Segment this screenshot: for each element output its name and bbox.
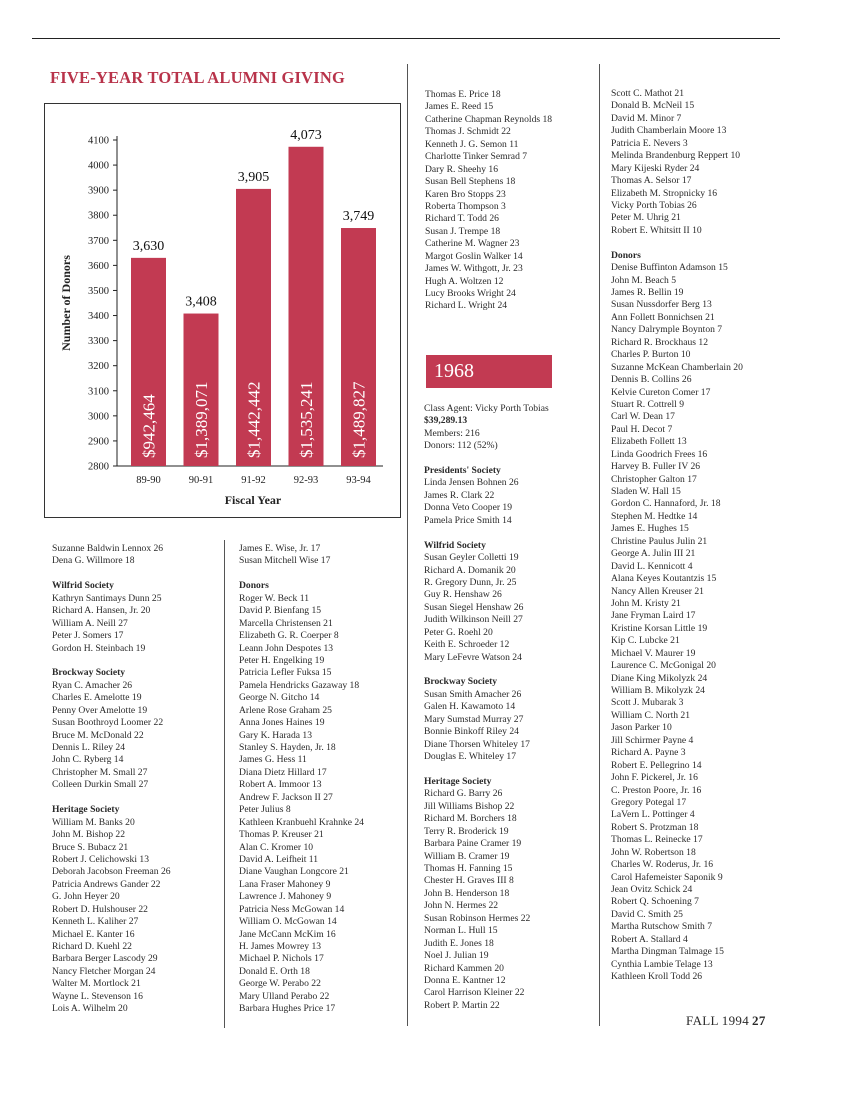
donor-name: Mary Sumstad Murray 27 [424, 713, 524, 725]
donor-name: Thomas E. Price 18 [425, 89, 501, 100]
society-heading: Heritage Society [424, 775, 492, 787]
donor-name: Elizabeth Follett 13 [611, 436, 687, 448]
donor-name: Arlene Rose Graham 25 [239, 704, 332, 716]
y-tick-label: 3800 [88, 210, 109, 222]
donor-name: Peter G. Roehl 20 [424, 626, 493, 638]
donor-name: Karen Bro Stopps 23 [425, 188, 506, 200]
donor-name: Richard M. Borchers 18 [424, 813, 517, 825]
donor-name: Robert S. Protzman 18 [611, 821, 699, 833]
donor-name: John N. Hermes 22 [424, 900, 499, 912]
bar-value-label: 3,630 [132, 238, 165, 254]
donor-name: Douglas E. Whiteley 17 [424, 751, 517, 763]
donor-name: John B. Henderson 18 [424, 887, 510, 899]
donor-name: Colleen Durkin Small 27 [52, 779, 149, 791]
donor-name: Richard Kammen 20 [424, 962, 504, 974]
donor-name: Keith E. Schroeder 12 [424, 639, 510, 651]
donor-name: James E. Hughes 15 [611, 523, 689, 535]
donor-name: Martha Rutschow Smith 7 [611, 921, 712, 933]
donor-name: Robert A. Stallard 4 [611, 933, 688, 945]
donor-name: Dary R. Sheehy 16 [425, 163, 499, 175]
donor-name: Elizabeth M. Stropnicky 16 [611, 187, 718, 199]
donor-name: Richard A. Domanik 20 [424, 564, 516, 576]
donor-name: John M. Kristy 21 [611, 597, 681, 609]
donor-name: Bonnie Binkoff Riley 24 [424, 726, 519, 738]
donor-name: William M. Banks 20 [52, 816, 135, 828]
donor-name: Gordon C. Hannaford, Jr. 18 [611, 498, 721, 510]
bar-value-label: 3,408 [185, 294, 217, 310]
y-tick-label: 3000 [88, 411, 109, 423]
bar-amount-label: $1,535,241 [297, 381, 316, 458]
donor-name: Jane Fryman Laird 17 [611, 610, 696, 622]
donor-name: Martha Dingman Talmage 15 [611, 946, 724, 958]
donor-name: Robert Q. Schoening 7 [611, 896, 699, 908]
donor-name: Anna Jones Haines 19 [239, 717, 325, 729]
donor-name: Deborah Jacobson Freeman 26 [52, 866, 171, 878]
bar-amount-label: $942,464 [139, 394, 159, 458]
donor-section [52, 792, 171, 1016]
donor-name: Stuart R. Cottrell 9 [611, 398, 685, 410]
donor-name: Richard T. Todd 26 [425, 213, 499, 225]
donor-name: Kelvie Cureton Comer 17 [611, 386, 711, 398]
donor-name: Richard D. Kuehl 22 [52, 941, 132, 952]
y-tick-label: 3400 [88, 311, 109, 323]
donor-name: David L. Kennicott 4 [611, 560, 693, 572]
donor-name: H. James Mowrey 13 [239, 941, 322, 952]
society-heading: Brockway Society [52, 667, 126, 679]
y-tick-label: 2800 [88, 461, 109, 473]
donor-name: Diana Dietz Hillard 17 [239, 766, 327, 778]
donor-column-2 [239, 543, 364, 1016]
donor-name: Jason Parker 10 [611, 722, 672, 734]
donor-name: Robert D. Hulshouser 22 [52, 903, 148, 915]
donor-name: Andrew F. Jackson II 27 [239, 791, 333, 803]
donor-name: William C. North 21 [611, 709, 691, 721]
donor-name: Charles P. Burton 10 [611, 349, 691, 361]
donor-name: Kathleen Kroll Todd 26 [611, 971, 703, 983]
top-rule [32, 38, 780, 39]
society-heading: Brockway Society [424, 676, 498, 688]
donor-name: Walter M. Mortlock 21 [52, 978, 141, 990]
donor-name: Donna E. Kantner 12 [424, 974, 506, 986]
y-tick-label: 3300 [88, 336, 109, 348]
donor-name: Robert E. Pellegrino 14 [611, 759, 702, 771]
donor-name: Susan Robinson Hermes 22 [424, 912, 531, 924]
donor-name: Hugh A. Woltzen 12 [425, 275, 504, 287]
donor-name: Scott J. Mubarak 3 [611, 697, 684, 709]
donor-name: Donna Veto Cooper 19 [424, 502, 513, 514]
donor-name: Mary Kijeski Ryder 24 [611, 162, 700, 174]
donor-name: Thomas A. Selsor 17 [611, 175, 692, 187]
donor-name: Susan Boothroyd Loomer 22 [52, 717, 164, 729]
donor-name: David A. Leifheit 11 [239, 853, 319, 865]
donor-name: Ryan C. Amacher 26 [52, 679, 133, 691]
donor-name: Peter J. Somers 17 [52, 630, 124, 642]
donor-name: Michael V. Maurer 19 [611, 647, 696, 659]
donor-name: Christopher Galton 17 [611, 473, 697, 485]
bar-value-label: 4,073 [290, 127, 322, 143]
donor-name: John M. Beach 5 [611, 274, 677, 286]
donor-name: Catherine M. Wagner 23 [425, 238, 520, 250]
donor-name: David P. Bienfang 15 [239, 605, 322, 617]
donor-name: Donald E. Orth 18 [239, 965, 310, 977]
donor-section [239, 568, 364, 1016]
x-tick-label: 90-91 [188, 475, 214, 486]
donor-name: Jean Ovitz Schick 24 [611, 884, 693, 895]
society-heading: Wilfrid Society [52, 580, 114, 592]
donor-name: Susan Geyler Colletti 19 [424, 552, 519, 564]
donor-name: Michael E. Kanter 16 [52, 928, 135, 940]
donor-name: Dena G. Willmore 18 [52, 555, 135, 567]
bar-chart [45, 104, 400, 517]
donor-name: George N. Gitcho 14 [239, 692, 320, 704]
donor-name: Carol Hafemeister Saponik 9 [611, 871, 723, 883]
x-tick-label: 89-90 [136, 475, 161, 486]
donor-name: James E. Reed 15 [425, 101, 494, 113]
donor-name: Suzanne McKean Chamberlain 20 [611, 361, 743, 373]
donor-section [611, 88, 743, 237]
chart-title: FIVE-YEAR TOTAL ALUMNI GIVING [50, 68, 346, 87]
donor-name: Susan Siegel Henshaw 26 [424, 601, 524, 613]
donor-name: Charles E. Amelotte 19 [52, 692, 142, 704]
column-divider [599, 64, 600, 1026]
society-heading: Presidents' Society [424, 465, 501, 476]
donor-name: Pamela Price Smith 14 [424, 514, 512, 526]
donor-name: John C. Ryberg 14 [52, 754, 124, 766]
donor-name: Patricia Lefler Fuksa 15 [239, 667, 332, 679]
donor-name: Laurence C. McGonigal 20 [611, 660, 716, 672]
donor-name: Alana Keyes Koutantzis 15 [611, 573, 717, 585]
column-divider [407, 64, 408, 1026]
donor-name: Elizabeth G. R. Coerper 8 [239, 630, 339, 642]
donor-name: Robert E. Whitsitt II 10 [611, 224, 702, 236]
y-tick-label: 3700 [88, 235, 109, 247]
x-tick-label: 91-92 [241, 475, 266, 486]
donor-name: Cynthia Lambie Telage 13 [611, 958, 713, 970]
donor-name: Wayne L. Stevenson 16 [52, 990, 143, 1002]
donor-section [52, 655, 171, 792]
donor-name: Margot Goslin Walker 14 [425, 250, 523, 262]
bar-value-label: 3,905 [237, 169, 270, 185]
chart-frame [44, 103, 401, 518]
donor-name: Terry R. Broderick 19 [424, 825, 509, 837]
donor-name: Stephen M. Hedtke 14 [611, 510, 698, 522]
donor-name: Gary K. Harada 13 [239, 729, 312, 741]
donor-name: Jane McCann McKim 16 [239, 928, 336, 940]
donor-name: Susan Bell Stephens 18 [425, 176, 516, 188]
donor-name: Diane Thorsen Whiteley 17 [424, 738, 530, 750]
donor-name: Richard A. Payne 3 [611, 747, 686, 759]
donor-name: John F. Pickerel, Jr. 16 [611, 772, 698, 784]
donor-name: James W. Withgott, Jr. 23 [425, 263, 523, 275]
donor-name: Jill Williams Bishop 22 [424, 800, 515, 812]
donor-name: David M. Minor 7 [611, 112, 682, 124]
donor-name: Kip C. Lubcke 21 [611, 635, 680, 647]
donor-name: Patricia E. Nevers 3 [611, 137, 688, 149]
donor-name: Galen H. Kawamoto 14 [424, 701, 516, 713]
donor-name: Judith Chamberlain Moore 13 [611, 125, 727, 137]
donor-name: Norman L. Hull 15 [424, 925, 498, 937]
donor-name: William O. McGowan 14 [239, 916, 337, 928]
donor-name: C. Preston Poore, Jr. 16 [611, 784, 702, 796]
donor-name: Catherine Chapman Reynolds 18 [425, 113, 553, 125]
y-axis-title: Number of Donors [59, 255, 73, 351]
donor-name: Nancy Allen Kreuser 21 [611, 585, 704, 597]
donor-name: Susan J. Trempe 18 [425, 225, 501, 237]
page-footer [686, 1013, 766, 1029]
y-tick-label: 3200 [88, 361, 109, 373]
donor-name: James R. Bellin 19 [611, 287, 684, 298]
donor-name: Jill Schirmer Payne 4 [611, 734, 694, 746]
x-tick-label: 92-93 [293, 475, 319, 486]
donor-name: George A. Julin III 21 [611, 548, 696, 560]
donor-name: Bruce M. McDonald 22 [52, 729, 144, 741]
donor-name: Chester H. Graves III 8 [424, 875, 514, 887]
donor-name: Michael P. Nichols 17 [239, 953, 324, 965]
donor-section [425, 89, 552, 313]
donor-name: John M. Bishop 22 [52, 829, 126, 841]
donor-name: Lawrence J. Mahoney 9 [239, 891, 332, 903]
donor-name: G. John Heyer 20 [52, 891, 120, 903]
donor-name: Thomas H. Fanning 15 [424, 863, 513, 874]
donor-name: John W. Robertson 18 [611, 846, 696, 858]
donor-name: Carl W. Dean 17 [611, 411, 675, 423]
donor-name: Richard L. Wright 24 [425, 300, 508, 312]
x-axis-title: Fiscal Year [224, 493, 282, 507]
donor-name: Marcella Christensen 21 [239, 617, 333, 629]
class-donors: Donors: 112 (52%) [424, 440, 498, 452]
donor-name: Gordon H. Steinbach 19 [52, 642, 146, 654]
donor-name: Linda Jensen Bohnen 26 [424, 477, 519, 489]
donor-name: Melinda Brandenburg Reppert 10 [611, 150, 741, 162]
donor-name: Lana Fraser Mahoney 9 [239, 878, 331, 890]
donor-name: Robert P. Martin 22 [424, 999, 500, 1011]
bar-value-label: 3,749 [342, 209, 375, 225]
donor-name: LaVern L. Pottinger 4 [611, 809, 695, 821]
class-year-banner: 1968 [426, 355, 552, 388]
bar-amount-label: $1,442,442 [244, 381, 264, 458]
donor-name: Judith E. Jones 18 [424, 937, 494, 949]
donor-name: Nancy Dalrymple Boynton 7 [611, 324, 723, 336]
society-heading: Wilfrid Society [424, 539, 486, 551]
donor-section [52, 568, 171, 655]
bar-amount-label: $1,389,071 [192, 381, 211, 458]
donor-name: Gregory Potegal 17 [611, 796, 687, 808]
class-total: $39,289.13 [424, 415, 468, 427]
donor-name: Stanley S. Hayden, Jr. 18 [239, 742, 336, 753]
society-heading: Donors [239, 580, 269, 592]
donor-name: Kenneth L. Kaliher 27 [52, 916, 139, 928]
donor-name: Leann John Despotes 13 [239, 642, 334, 654]
donor-name: Denise Buffinton Adamson 15 [611, 262, 728, 274]
donor-name: Charles W. Roderus, Jr. 16 [611, 859, 714, 871]
donor-name: Paul H. Decot 7 [611, 423, 673, 435]
donor-name: James R. Clark 22 [424, 489, 495, 501]
donor-section [424, 527, 530, 664]
donor-name: Christopher M. Small 27 [52, 766, 148, 778]
donor-column-5 [611, 88, 743, 984]
donor-name: Barbara Berger Lascody 29 [52, 953, 158, 965]
donor-section [424, 465, 530, 527]
donor-name: Patricia Andrews Gander 22 [52, 878, 161, 890]
donor-section [611, 237, 743, 983]
donor-name: Judith Wilkinson Neill 27 [424, 614, 523, 626]
donor-name: Alan C. Kromer 10 [239, 841, 314, 853]
page-number: 27 [752, 1013, 766, 1028]
donor-name: Scott C. Mathot 21 [611, 88, 685, 99]
donor-name: Roger W. Beck 11 [239, 592, 309, 604]
donor-name: Sladen W. Hall 15 [611, 486, 681, 497]
donor-name: David C. Smith 25 [611, 908, 683, 920]
donor-name: Richard R. Brockhaus 12 [611, 336, 708, 348]
donor-name: Peter M. Uhrig 21 [611, 212, 681, 224]
donor-name: Diane King Mikolyzk 24 [611, 672, 708, 684]
donor-name: Pamela Hendricks Gazaway 18 [239, 679, 360, 691]
donor-name: George W. Perabo 22 [239, 978, 321, 990]
donor-name: Noel J. Julian 19 [424, 950, 489, 962]
donor-name: Christine Paulus Julin 21 [611, 535, 708, 547]
donor-name: Kathryn Santimays Dunn 25 [52, 592, 162, 604]
donor-name: Thomas L. Reinecke 17 [611, 834, 703, 846]
bar-amount-label: $1,489,827 [349, 381, 369, 458]
donor-name: Kathleen Kranbuehl Krahnke 24 [239, 816, 364, 828]
donor-name: Linda Goodrich Frees 16 [611, 448, 708, 460]
donor-name: William B. Cramer 19 [424, 850, 510, 862]
y-tick-label: 3600 [88, 260, 109, 272]
class-members: Members: 216 [424, 427, 480, 439]
donor-name: Richard A. Hansen, Jr. 20 [52, 605, 151, 617]
donor-name: Susan Nussdorfer Berg 13 [611, 299, 712, 311]
donor-name: Vicky Porth Tobias 26 [611, 199, 697, 211]
y-tick-label: 4000 [88, 160, 109, 172]
donor-name: Patricia Ness McGowan 14 [239, 903, 345, 915]
donor-name: Peter H. Engelking 19 [239, 654, 325, 666]
society-heading: Heritage Society [52, 804, 120, 816]
donor-name: Nancy Fletcher Morgan 24 [52, 965, 156, 977]
x-tick-label: 93-94 [346, 475, 371, 486]
donor-name: Robert A. Immoor 13 [239, 779, 322, 791]
donor-name: Kenneth J. G. Semon 11 [425, 138, 519, 150]
donor-name: Barbara Hughes Price 17 [239, 1003, 336, 1015]
donor-name: Penny Over Amelotte 19 [52, 704, 148, 716]
donor-name: Lois A. Wilhelm 20 [52, 1003, 128, 1015]
donor-name: Harvey B. Fuller IV 26 [611, 461, 701, 473]
donor-name: Peter Julius 8 [239, 804, 291, 816]
donor-column-4 [424, 465, 530, 1012]
donor-name: R. Gregory Dunn, Jr. 25 [424, 576, 517, 588]
donor-section [239, 543, 364, 568]
donor-name: Roberta Thompson 3 [425, 200, 506, 212]
donor-name: Carol Harrison Kleiner 22 [424, 987, 525, 999]
donor-name: William B. Mikolyzk 24 [611, 685, 705, 696]
donor-name: Mary Ulland Perabo 22 [239, 990, 330, 1002]
donor-name: Robert J. Celichowski 13 [52, 853, 149, 865]
issue-label: FALL 1994 [686, 1013, 750, 1028]
donor-name: Suzanne Baldwin Lennox 26 [52, 543, 164, 554]
donor-section [424, 764, 530, 1013]
donor-name: Richard G. Barry 26 [424, 788, 503, 800]
column-divider [224, 540, 225, 1028]
donor-name: William A. Neill 27 [52, 617, 128, 629]
donor-name: Dennis B. Collins 26 [611, 374, 692, 386]
class-agent: Class Agent: Vicky Porth Tobias [424, 403, 549, 414]
y-tick-label: 3100 [88, 386, 109, 398]
donor-name: James G. Hess 11 [239, 754, 307, 766]
donor-column-3 [425, 89, 552, 313]
donor-name: Diane Vaughan Longcore 21 [239, 866, 349, 878]
donor-name: Susan Mitchell Wise 17 [239, 555, 331, 567]
donor-name: James E. Wise, Jr. 17 [239, 543, 321, 554]
society-heading: Donors [611, 249, 641, 261]
donor-name: Thomas P. Kreuser 21 [239, 829, 324, 841]
donor-name: Thomas J. Schmidt 22 [425, 126, 511, 138]
donor-name: Bruce S. Bubacz 21 [52, 841, 129, 853]
y-tick-label: 3500 [88, 285, 109, 297]
donor-name: Dennis L. Riley 24 [52, 742, 126, 753]
donor-name: Mary LeFevre Watson 24 [424, 651, 522, 663]
donor-name: Susan Smith Amacher 26 [424, 688, 522, 700]
donor-section [52, 543, 171, 568]
class-info [424, 403, 549, 453]
donor-name: Kristine Korsan Little 19 [611, 622, 708, 634]
y-tick-label: 4100 [88, 135, 109, 147]
donor-name: Barbara Paine Cramer 19 [424, 838, 522, 850]
donor-column-1 [52, 543, 171, 1016]
donor-name: Ann Follett Bonnichsen 21 [611, 311, 715, 323]
donor-name: Donald B. McNeil 15 [611, 100, 695, 112]
donor-name: Lucy Brooks Wright 24 [425, 288, 516, 299]
donor-section [424, 664, 530, 764]
y-tick-label: 3900 [88, 185, 109, 197]
y-tick-label: 2900 [88, 436, 109, 448]
donor-name: Guy R. Henshaw 26 [424, 589, 502, 601]
donor-name: Charlotte Tinker Semrad 7 [425, 151, 528, 163]
